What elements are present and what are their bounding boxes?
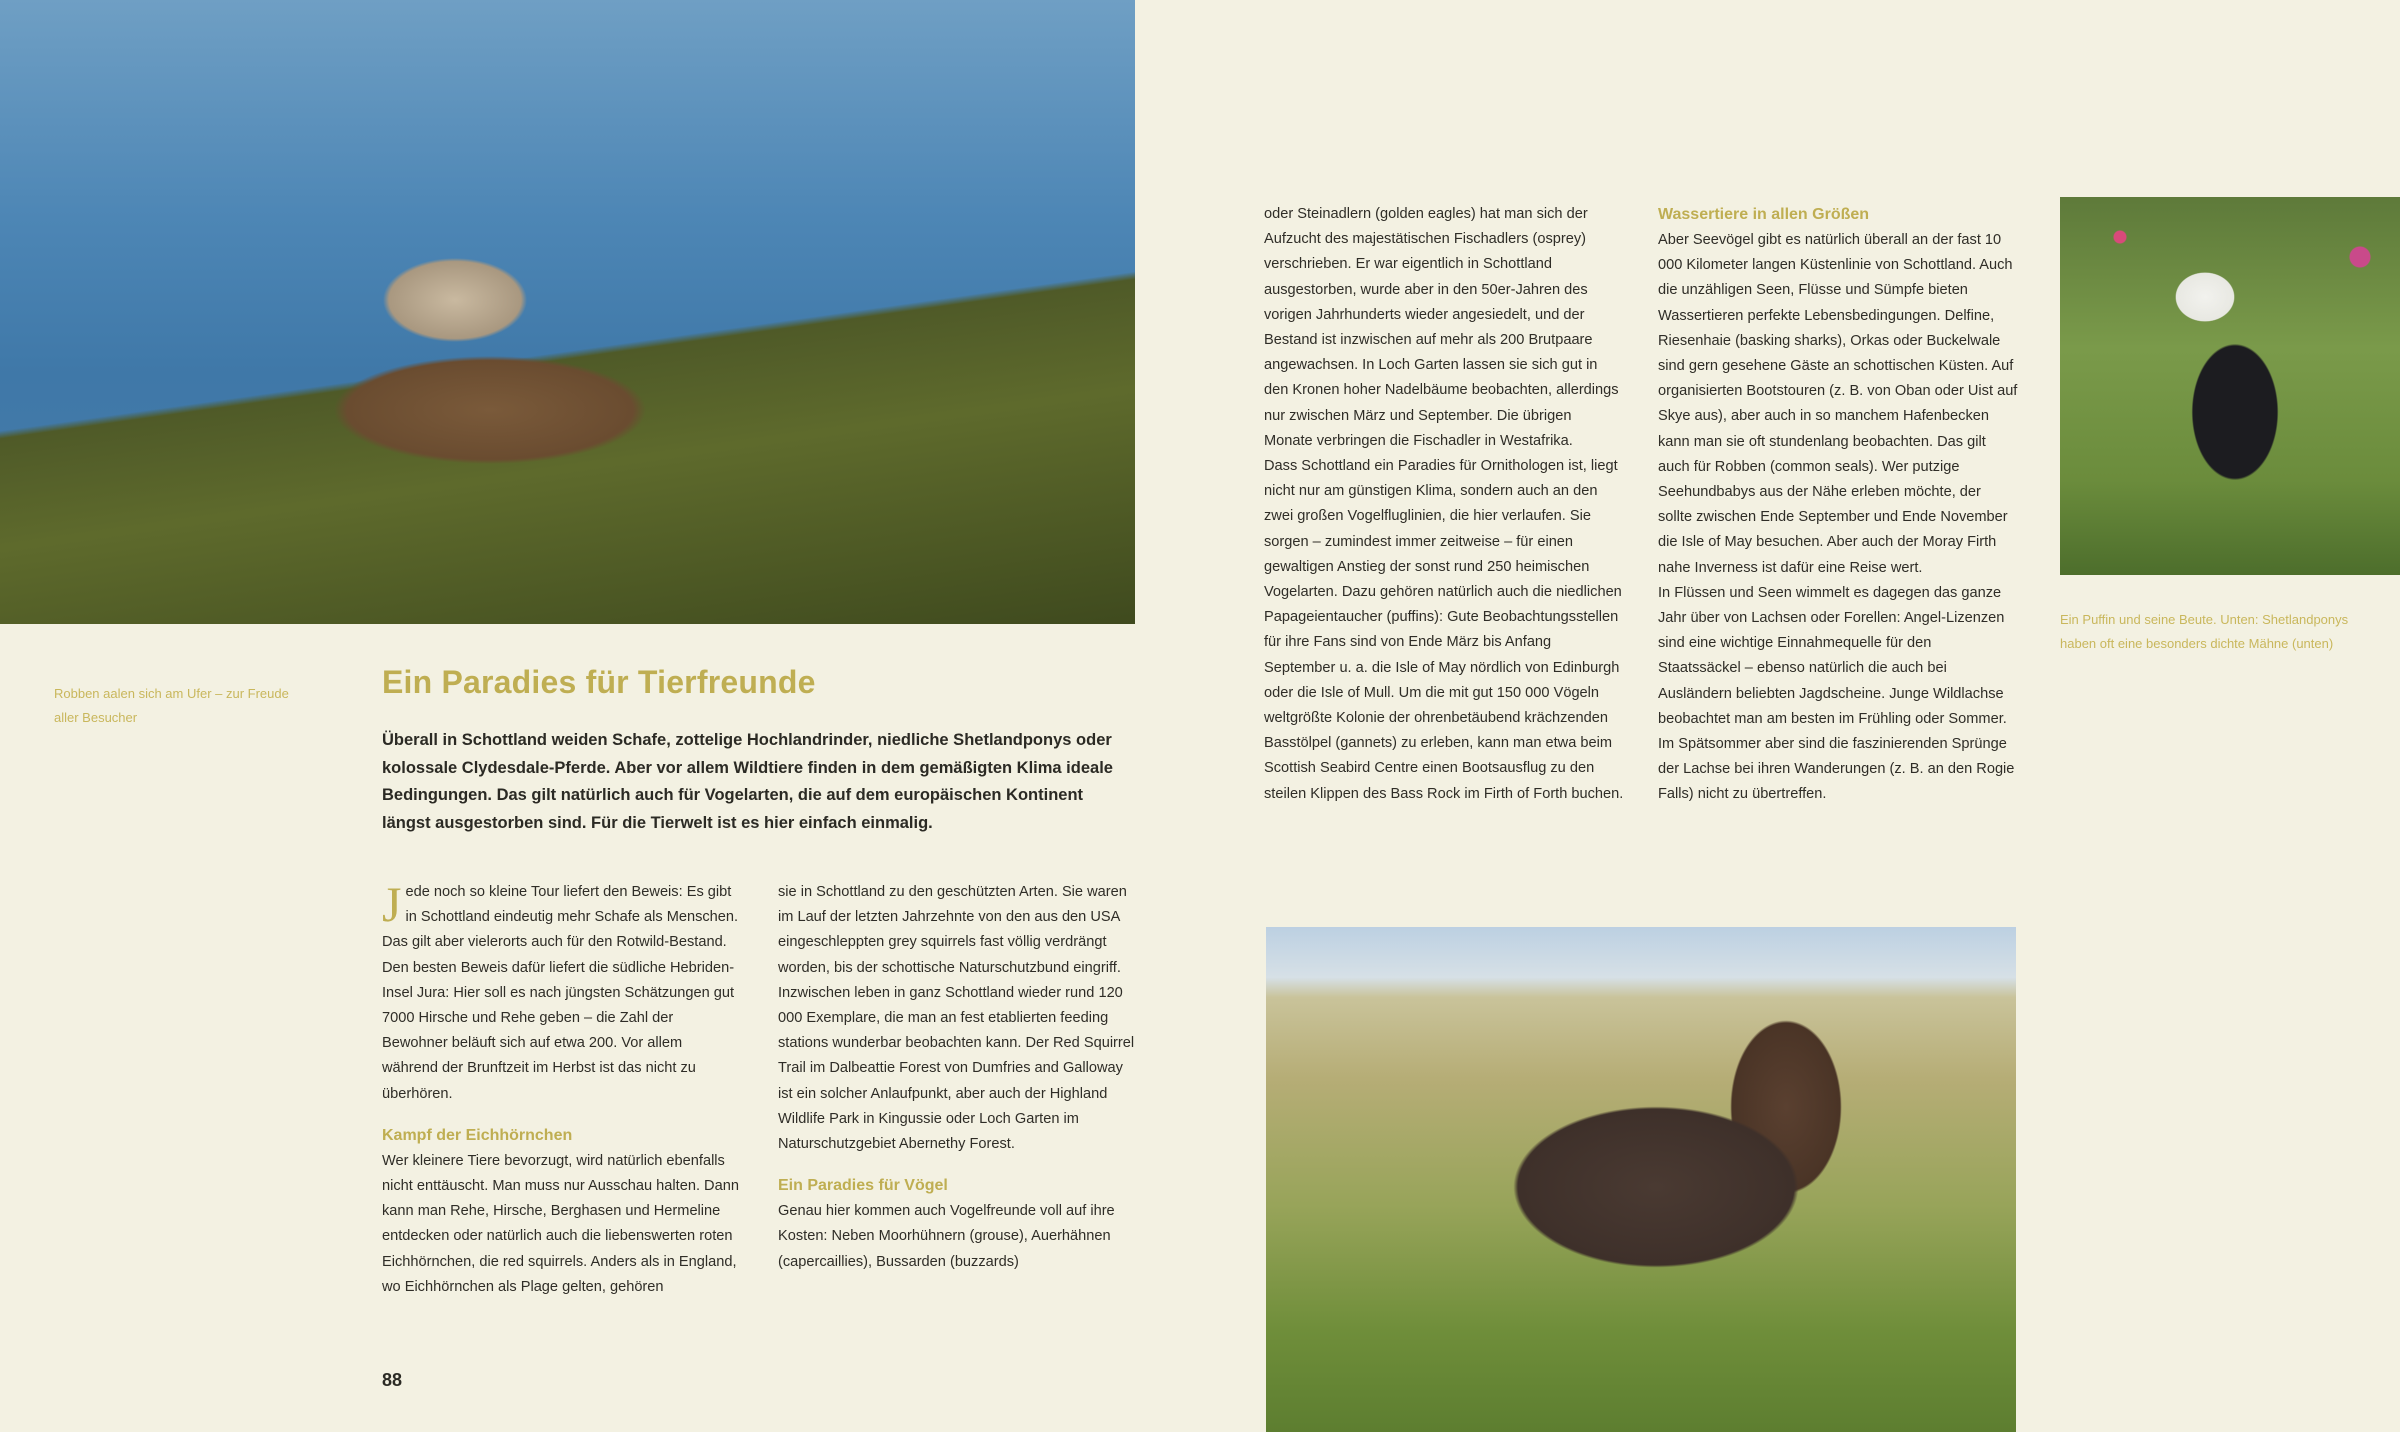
text-column-2 [778, 880, 1138, 1275]
text-column-4 [1658, 202, 2018, 808]
puffin-caption: Ein Puffin und seine Beute. Unten: Shetlandponys haben oft eine besonders dichte Mähne (unten) [2060, 612, 2349, 651]
page-title: Ein Paradies für Tierfreunde [382, 664, 816, 700]
paragraph: Genau hier kommen auch Vogelfreunde voll auf ihre Kosten: Neben Moorhühnern (grouse), Auerhähnen (capercaillies), Bussarden (buzzards) [778, 1203, 1115, 1270]
lead-paragraph: Überall in Schottland weiden Schafe, zottelige Hochlandrinder, niedliche Shetlandponys oder kolossale Clydesdale-Pferde. Aber vor allem Wildtiere finden in dem gemäßigten Klima ideale Bedingungen. Das gilt natürlich auch für Vogelarten, die auf dem europäischen Kontinent längst ausgestorben sind. Für die Tierwelt ist es hier einfach einmalig. [382, 731, 1113, 832]
page-number: 88 [382, 1370, 403, 1390]
subheading: Kampf der Eichhörnchen [382, 1126, 573, 1144]
paragraph [382, 876, 742, 1107]
paragraph: Wer kleinere Tiere bevorzugt, wird natürlich ebenfalls nicht enttäuscht. Man muss nur Ausschau halten. Dann kann man Rehe, Hirsche, Berghasen und Hermeline entdecken oder natürlich auch die liebenswerten roten Eichhörnchen, die red squirrels. Anders als in England, wo Eichhörnchen als Plage gelten, gehören [382, 1152, 739, 1295]
drop-cap: J [382, 876, 402, 932]
puffin-photo [2060, 197, 2400, 575]
subheading: Ein Paradies für Vögel [778, 1177, 948, 1195]
seals-caption: Robben aalen sich am Ufer – zur Freude aller Besucher [54, 686, 289, 725]
text-column-1 [382, 876, 742, 1300]
paragraph: sie in Schottland zu den geschützten Arten. Sie waren im Lauf der letzten Jahrzehnte von den aus den USA eingeschleppten grey squirrels fast völlig verdrängt worden, bis der schottische Naturschutzbund eingriff. Inzwischen leben in ganz Schottland wieder rund 120 000 Exemplare, die man an fest etablierten feeding stations wunderbar beobachten kann. Der Red Squirrel Trail im Dalbeattie Forest von Dumfries and Galloway ist ein solcher Anlaufpunkt, aber auch der Highland Wildlife Park in Kingussie oder Loch Garten im Naturschutzgebiet Abernethy Forest. [778, 884, 1135, 1153]
paragraph: In Flüssen und Seen wimmelt es dagegen das ganze Jahr über von Lachsen oder Forellen: Angel-Lizenzen sind eine wichtige Einnahmequelle für den Staatssäckel – ebenso natürlich die auch bei Ausländern beliebten Jagdscheine. Junge Wildlachse beobachtet man am besten im Frühling oder Sommer. Im Spätsommer aber sind die faszinierenden Sprünge der Lachse bei ihren Wanderungen (z. B. an den Rogie Falls) nicht zu übertreffen. [1658, 584, 2015, 803]
paragraph-text: ede noch so kleine Tour liefert den Beweis: Es gibt in Schottland eindeutig mehr Schafe als Menschen. Das gilt aber vielerorts auch für den Rotwild-Bestand. Den besten Beweis dafür liefert die südliche Hebriden-Insel Jura: Hier soll es nach jüngsten Schätzungen gut 7000 Hirsche und Rehe geben – die Zahl der Bewohner beläuft sich auf etwa 200. Vor allem während der Brunftzeit im Herbst ist das nicht zu überhören. [382, 884, 739, 1102]
seals-photo [0, 0, 1135, 624]
shetland-pony-photo [1266, 927, 2016, 1432]
subheading: Wassertiere in allen Größen [1658, 206, 1870, 223]
paragraph: oder Steinadlern (golden eagles) hat man sich der Aufzucht des majestätischen Fischadlers (osprey) verschrieben. Er war eigentlich in Schottland ausgestorben, wurde aber in den 50er-Jahren des vorigen Jahrhunderts wieder angesiedelt, und der Bestand ist inzwischen auf mehr als 200 Brutpaare angewachsen. In Loch Garten lassen sie sich gut in den Kronen hoher Nadelbäume beobachten, allerdings nur zwischen März und September. Die übrigen Monate verbringen die Fischadler in Westafrika. [1264, 206, 1619, 449]
text-column-3 [1264, 202, 1624, 807]
paragraph: Aber Seevögel gibt es natürlich überall an der fast 10 000 Kilometer langen Küstenlinie von Schottland. Auch die unzähligen Seen, Flüsse und Sümpfe bieten Wassertieren perfekte Lebensbedingungen. Delfine, Riesenhaie (basking sharks), Orkas oder Buckelwale sind gern gesehene Gäste an schottischen Küsten. Auf organisierten Bootstouren (z. B. von Oban oder Uist auf Skye aus), aber auch in so manchem Hafenbecken kann man sie oft stundenlang beobachten. Das gilt auch für Robben (common seals). Wer putzige Seehundbabys aus der Nähe erleben möchte, der sollte zwischen Ende September und Ende November die Isle of May besuchen. Aber auch der Moray Firth nahe Inverness ist dafür eine Reise wert. [1658, 232, 2018, 576]
paragraph: Dass Schottland ein Paradies für Ornithologen ist, liegt nicht nur am günstigen Klima, sondern auch an den zwei großen Vogelfluglinien, die hier verlaufen. Sie sorgen – zumindest immer zeitweise – für einen gewaltigen Anstieg der sonst rund 250 heimischen Vogelarten. Dazu gehören natürlich auch die niedlichen Papageientaucher (puffins): Gute Beobachtungsstellen für ihre Fans sind von Ende März bis Anfang September u. a. die Isle of May nördlich von Edinburgh oder die Isle of Mull. Um die mit gut 150 000 Vögeln weltgrößte Kolonie der ohrenbetäubend krächzenden Basstölpel (gannets) zu erleben, kann man etwa beim Scottish Seabird Centre einen Bootsausflug zu den steilen Klippen des Bass Rock im Firth of Forth buchen. [1264, 458, 1624, 802]
